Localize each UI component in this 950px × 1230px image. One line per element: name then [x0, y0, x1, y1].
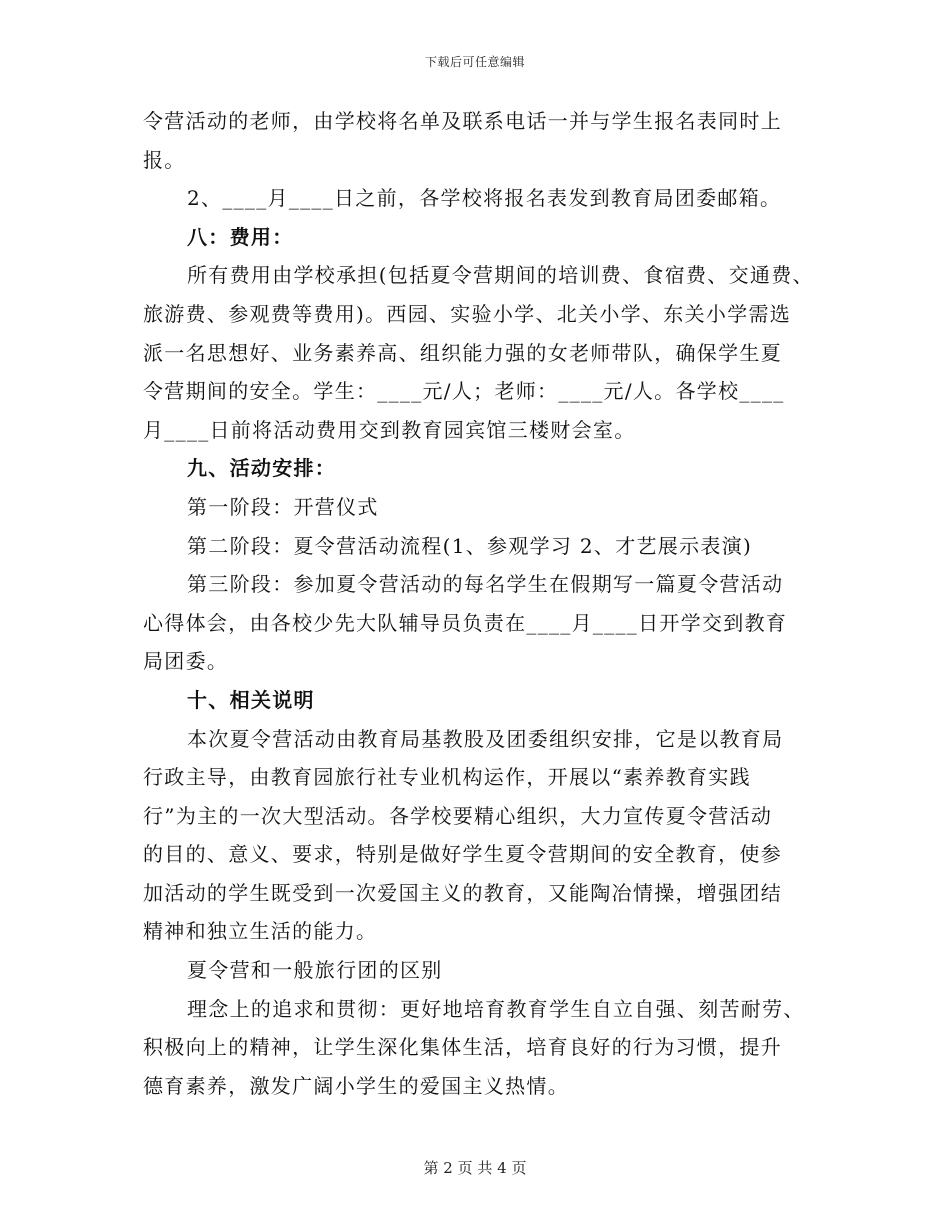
- paragraph-line: 夏令营和一般旅行团的区别: [187, 958, 443, 983]
- paragraph-line: 加活动的学生既受到一次爱国主义的教育，又能陶冶情操，增强团结: [143, 880, 782, 905]
- paragraph-line: 心得体会，由各校少先大队辅导员负责在____月____日开学交到教育: [143, 610, 788, 635]
- paragraph-line: 令营活动的老师，由学校将名单及联系电话一并与学生报名表同时上: [143, 109, 782, 133]
- page-footer: 第 2 页 共 4 页: [423, 1159, 527, 1177]
- paragraph-line: 第三阶段：参加夏令营活动的每名学生在假期写一篇夏令营活动: [187, 572, 784, 597]
- paragraph-line: 报。: [143, 147, 186, 172]
- section-heading: 八：费用：: [187, 224, 294, 249]
- paragraph-line: 行政主导，由教育园旅行社专业机构运作，开展以“素养教育实践: [143, 765, 751, 790]
- page-header: 下载后可任意编辑: [424, 55, 525, 69]
- section-heading: 十、相关说明: [187, 687, 315, 712]
- paragraph-line: 的目的、意义、要求，特别是做好学生夏令营期间的安全教育，使参: [143, 842, 782, 867]
- paragraph-line: 理念上的追求和贯彻：更好地培育教育学生自立自强、刻苦耐劳、: [187, 996, 805, 1021]
- document-body: [143, 102, 823, 1105]
- paragraph-line: 第二阶段：夏令营活动流程(1、参观学习 2、才艺展示表演): [187, 533, 753, 558]
- paragraph-line: 积极向上的精神，让学生深化集体生活，培育良好的行为习惯，提升: [143, 1035, 782, 1060]
- paragraph-line: 行”为主的一次大型活动。各学校要精心组织，大力宣传夏令营活动: [143, 803, 773, 828]
- paragraph-line: 第一阶段：开营仪式: [187, 494, 379, 519]
- paragraph-line: 局团委。: [143, 649, 229, 674]
- paragraph-line: 月____日前将活动费用交到教育园宾馆三楼财会室。: [143, 417, 636, 442]
- paragraph-line: 德育素养，激发广阔小学生的爱国主义热情。: [143, 1073, 569, 1098]
- paragraph-line: 本次夏令营活动由教育局基教股及团委组织安排，它是以教育局: [187, 726, 784, 751]
- paragraph-line: 旅游费、参观费等费用)。西园、实验小学、北关小学、东关小学需选: [143, 301, 792, 326]
- paragraph-line: 令营期间的安全。学生：____元/人；老师：____元/人。各学校____: [143, 379, 785, 404]
- paragraph-line: 2、____月____日之前，各学校将报名表发到教育局团委邮箱。: [187, 186, 782, 211]
- paragraph-line: 精神和独立生活的能力。: [143, 919, 378, 944]
- paragraph-line: 所有费用由学校承担(包括夏令营期间的培训费、食宿费、交通费、: [187, 263, 814, 288]
- paragraph-line: 派一名思想好、业务素养高、组织能力强的女老师带队，确保学生夏: [143, 340, 782, 365]
- section-heading: 九、活动安排：: [187, 456, 337, 481]
